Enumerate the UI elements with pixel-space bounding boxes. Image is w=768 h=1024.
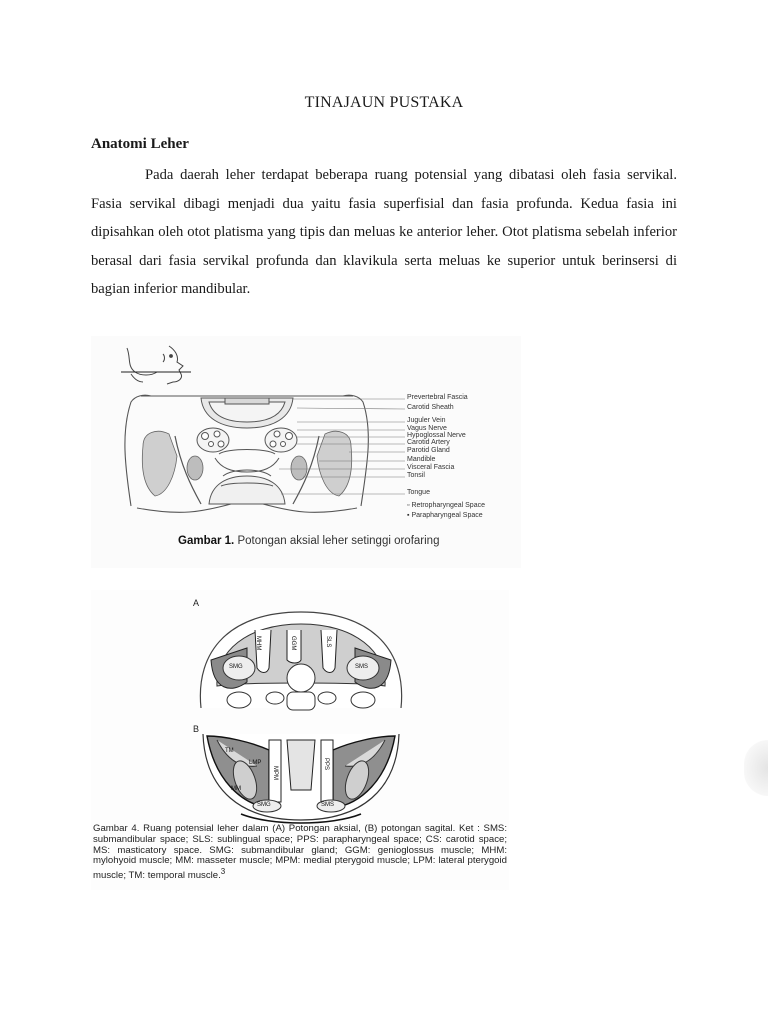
figure-1-illustration — [91, 336, 521, 568]
label-b-mpm: MPM — [272, 766, 278, 780]
label-carotid-artery: Carotid Artery — [407, 439, 450, 446]
label-carotid-sheath: Carotid Sheath — [407, 404, 454, 411]
label-b-tm: TM — [225, 748, 234, 754]
head-profile-icon — [121, 346, 191, 384]
figure-4 — [91, 590, 509, 890]
figure-4-illustration — [91, 590, 509, 824]
label-vagus-nerve: Vagus Nerve — [407, 425, 447, 432]
label-a-sms: SMS — [355, 664, 369, 670]
label-mandible: Mandible — [407, 456, 436, 463]
parotid-gland-right — [317, 431, 352, 496]
label-tonsil: Tonsil — [407, 472, 425, 479]
legend-parapharyngeal-text: Parapharyngeal Space — [411, 512, 483, 519]
carotid-sheath-left — [197, 428, 229, 452]
parotid-gland-left — [142, 431, 177, 496]
legend-parapharyngeal-space: ▪ Parapharyngeal Space — [407, 512, 483, 519]
label-parotid-gland: Parotid Gland — [407, 447, 450, 454]
label-prevertebral-fascia: Prevertebral Fascia — [407, 394, 468, 401]
figure-4-caption — [93, 824, 507, 882]
figure-4-caption-text: Gambar 4. Ruang potensial leher dalam (A) Potongan aksial, (B) potongan sagital. Ket : SMS: submandibular space; SLS: sublingual space; PPS: parapharyngeal space; CS: carotid space; MS: masticatory space. SMG: submandibular gland; GGM: genioglossus muscle; MHM: mylohyoid muscle; MM: masseter muscle; MPM: medial pterygoid muscle; LPM: lateral pterygoid muscle; TM: temporal muscle. — [93, 823, 507, 882]
label-tongue: Tongue — [407, 489, 430, 496]
label-b-pps: PPS — [323, 758, 329, 771]
panel-a-letter: A — [193, 598, 200, 608]
label-juguler-vein: Juguler Vein — [407, 417, 446, 424]
paragraph-text: Pada daerah leher terdapat beberapa ruang potensial yang dibatasi oleh fasia servikal. Fasia servikal dibagi menjadi dua yaitu fasia superfisial dan fasia profunda. Kedua fasia ini dipisahkan oleh otot platisma yang tipis dan meluas ke anterior leher. Otot platisma sebelah inferior berasal dari fasia servikal profunda dan klavikula serta meluas ke superior untuk berinsersi di bagian inferior mandibular. — [91, 167, 677, 297]
figure-1-caption-text: Potongan aksial leher setinggi orofaring — [237, 535, 440, 547]
panel-a-diagram — [200, 612, 401, 710]
carotid-sheath-right — [265, 428, 297, 452]
panel-b-letter: B — [193, 724, 200, 734]
legend-retropharyngeal-text: Retropharyngeal Space — [411, 502, 485, 509]
label-b-smg: SMG — [257, 802, 271, 808]
label-a-mhm: MHM — [255, 636, 261, 651]
section-heading: Anatomi Leher — [91, 136, 189, 152]
pharynx — [215, 450, 279, 477]
figure-1 — [91, 336, 521, 568]
label-a-sls: SLS — [325, 636, 331, 648]
legend-retropharyngeal-space: ▫ Retropharyngeal Space — [407, 502, 485, 509]
label-b-sms: SMS — [321, 802, 335, 808]
label-b-lmp: LMP — [249, 760, 262, 766]
label-visceral-fascia: Visceral Fascia — [407, 464, 455, 471]
caption-superscript: 3 — [220, 867, 226, 877]
label-b-mm: MM — [231, 786, 241, 792]
vertebra — [201, 398, 293, 428]
tongue — [209, 476, 285, 504]
page-title: TINAJAUN PUSTAKA — [304, 94, 464, 111]
figure-1-caption-label: Gambar 1. — [178, 535, 235, 547]
label-hypoglossal-nerve: Hypoglossal Nerve — [407, 432, 466, 439]
label-a-smg: SMG — [229, 664, 243, 670]
figure-1-caption — [178, 535, 439, 547]
label-a-ggm: GGM — [290, 636, 296, 651]
page-scroll-shadow — [744, 740, 768, 796]
body-paragraph — [91, 161, 677, 304]
